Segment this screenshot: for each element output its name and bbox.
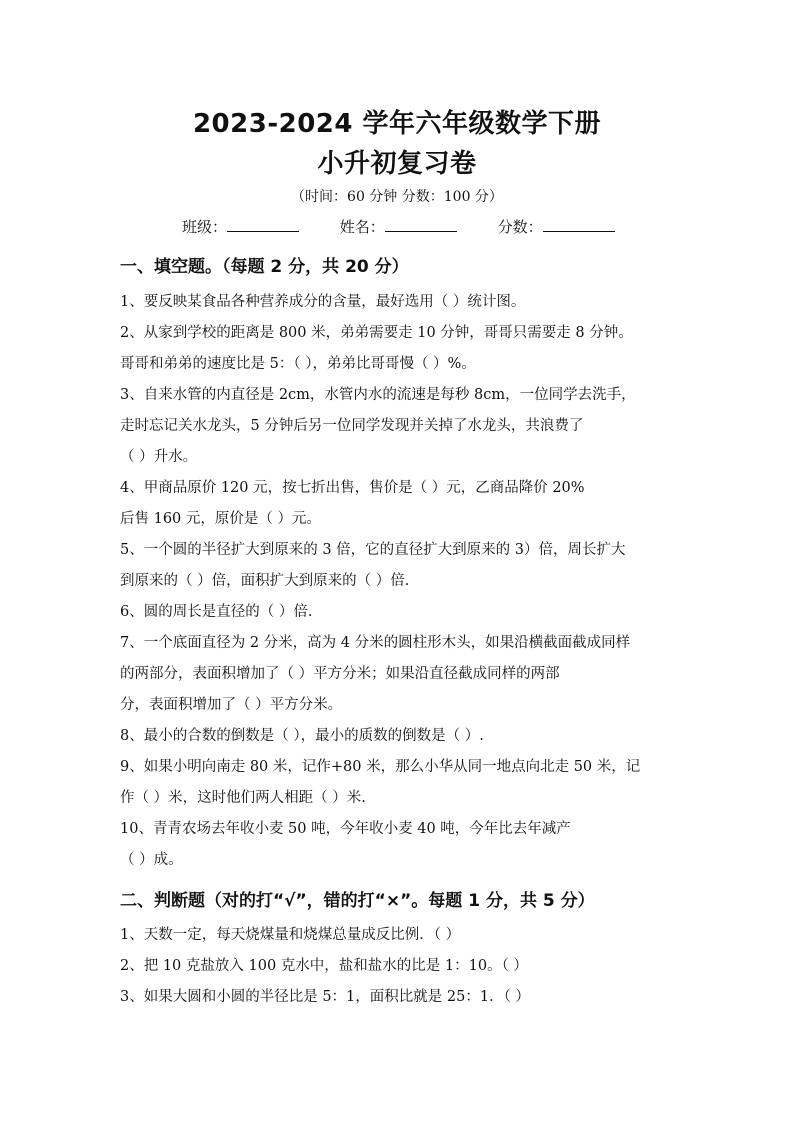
question-line: 2、从家到学校的距离是 800 米，弟弟需要走 10 分钟，哥哥只需要走 8 分钟。 xyxy=(120,325,633,341)
exam-subtitle: 小升初复习卷 xyxy=(317,149,477,179)
judgment-line: 2、把 10 克盐放入 100 克水中，盐和盐水的比是 1：10。（ ） xyxy=(120,958,528,974)
exam-title: 2023-2024 学年六年级数学下册 xyxy=(192,109,602,139)
question-line: 8、最小的合数的倒数是（ ），最小的质数的倒数是（ ）. xyxy=(120,728,484,744)
question-line: （ ）成。 xyxy=(120,852,183,868)
section1-heading: 一、填空题。（每题 2 分，共 20 分） xyxy=(120,257,409,277)
question-line: 哥哥和弟弟的速度比是 5：（ ），弟弟比哥哥慢（ ）%。 xyxy=(120,356,476,372)
name-label: 姓名： xyxy=(339,218,385,236)
exam-meta: （时间：60 分钟 分数：100 分） xyxy=(291,189,503,205)
name-blank[interactable] xyxy=(385,217,457,232)
section2-heading: 二、判断题（对的打“√”，错的打“×”。每题 1 分，共 5 分） xyxy=(120,891,595,911)
class-label: 班级： xyxy=(182,218,228,236)
question-line: 的两部分，表面积增加了（ ）平方分米；如果沿直径截成同样的两部 xyxy=(120,666,560,682)
question-line: 4、甲商品原价 120 元，按七折出售，售价是（ ）元，乙商品降价 20% xyxy=(120,480,585,496)
question-line: 作（ ）米，这时他们两人相距（ ）米. xyxy=(120,790,366,806)
judgment-line: 3、如果大圆和小圆的半径比是 5：1，面积比就是 25：1．（ ） xyxy=(120,989,530,1005)
question-line: 3、自来水管的内直径是 2cm，水管内水的流速是每秒 8cm，一位同学去洗手， xyxy=(120,387,636,403)
score-field xyxy=(498,216,615,237)
score-label: 分数： xyxy=(497,218,543,236)
question-line: （ ）升水。 xyxy=(120,449,198,465)
name-field xyxy=(340,216,457,237)
question-line: 9、如果小明向南走 80 米，记作+80 米，那么小华从同一地点向北走 50 米，记 xyxy=(120,759,641,775)
question-line: 10、青青农场去年收小麦 50 吨，今年收小麦 40 吨，今年比去年减产 xyxy=(120,821,571,837)
class-blank[interactable] xyxy=(227,217,299,232)
question-line: 走时忘记关水龙头，5 分钟后另一位同学发现并关掉了水龙头，共浪费了 xyxy=(120,418,584,434)
class-field xyxy=(182,216,299,237)
question-line: 7、一个底面直径为 2 分米，高为 4 分米的圆柱形木头，如果沿横截面截成同样 xyxy=(120,635,631,651)
question-line: 到原来的（ ）倍，面积扩大到原来的（ ）倍. xyxy=(120,573,410,589)
question-line: 后售 160 元，原价是（ ）元。 xyxy=(120,511,322,527)
question-line: 1、要反映某食品各种营养成分的含量，最好选用（ ）统计图。 xyxy=(120,294,526,310)
question-line: 分，表面积增加了（ ）平方分米。 xyxy=(120,697,343,713)
student-info-row xyxy=(182,216,632,237)
question-line: 6、圆的周长是直径的（ ）倍. xyxy=(120,604,313,620)
question-line: 5、一个圆的半径扩大到原来的 3 倍，它的直径扩大到原来的 3）倍，周长扩大 xyxy=(120,542,626,558)
judgment-line: 1、天数一定，每天烧煤量和烧煤总量成反比例．（ ） xyxy=(120,927,461,943)
score-blank[interactable] xyxy=(543,217,615,232)
